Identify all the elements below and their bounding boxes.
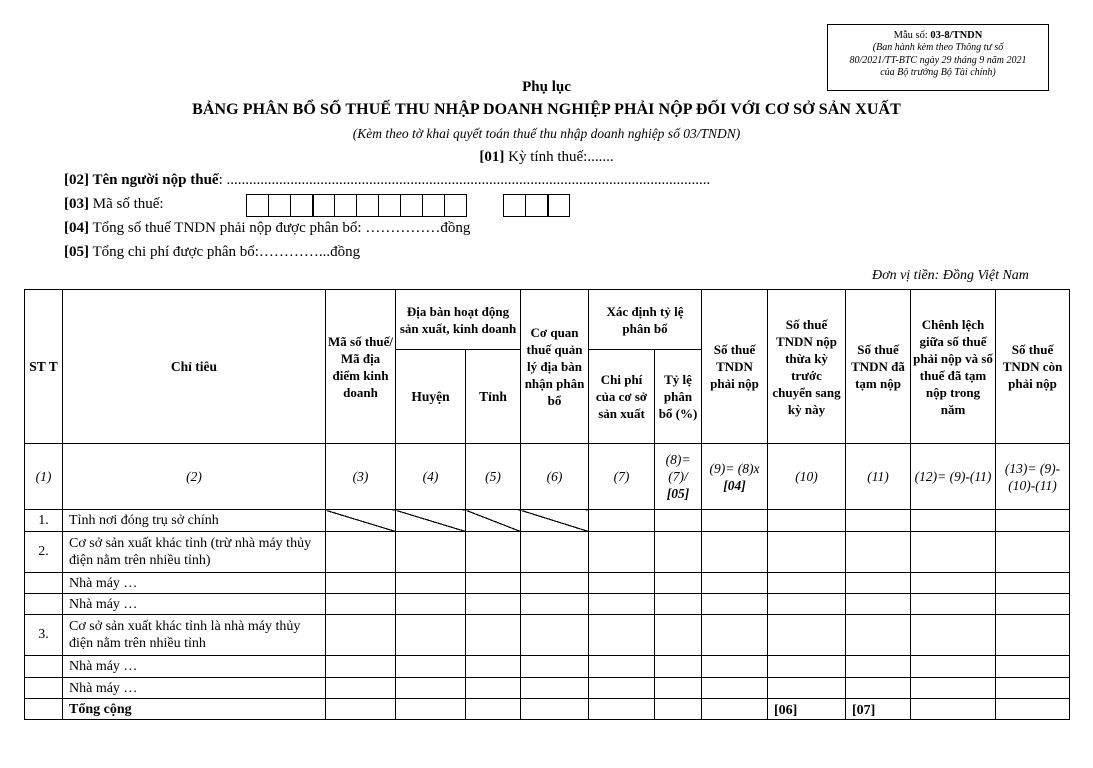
table-cell[interactable]	[655, 510, 702, 532]
table-cell[interactable]	[996, 532, 1070, 573]
tax-id-branch-boxes[interactable]	[504, 194, 570, 217]
tax-id-code: [03]	[64, 196, 89, 212]
table-cell[interactable]	[589, 615, 655, 656]
table-cell[interactable]	[326, 699, 396, 720]
crossed-out-cell	[326, 510, 396, 532]
tax-id-branch-digit-box[interactable]	[503, 194, 526, 217]
allocation-table	[24, 289, 1070, 720]
table-cell[interactable]	[911, 573, 996, 594]
table-cell[interactable]	[996, 573, 1070, 594]
table-cell[interactable]	[326, 573, 396, 594]
table-cell[interactable]	[768, 594, 846, 615]
formula-6: (6)	[521, 444, 589, 510]
formula-9	[702, 444, 768, 510]
table-cell[interactable]	[846, 532, 911, 573]
total-cost-label: Tổng chi phí được phân bổ:…………...đồng	[89, 244, 361, 260]
table-cell[interactable]	[768, 532, 846, 573]
page-subtitle: (Kèm theo tờ khai quyết toán thuế thu nhập doanh nghiệp số 03/TNDN)	[352, 126, 741, 141]
table-cell[interactable]	[521, 615, 589, 656]
header-ratio-group: Xác định tỷ lệ phân bổ	[589, 290, 702, 350]
formula-8	[655, 444, 702, 510]
table-cell[interactable]	[589, 532, 655, 573]
row-stt: 2.	[25, 532, 63, 573]
tax-id-digit-box[interactable]	[400, 194, 423, 217]
tax-id-label: Mã số thuế:	[89, 196, 164, 212]
formula-13: (13)= (9)-(10)-(11)	[996, 444, 1070, 510]
header-tax-authority: Cơ quan thuế quản lý địa bàn nhận phân bổ	[521, 290, 589, 444]
table-cell[interactable]	[466, 656, 521, 678]
table-cell[interactable]	[521, 594, 589, 615]
tax-id-field	[64, 196, 164, 213]
formula-row	[25, 444, 1070, 510]
total-cost-code: [05]	[64, 244, 89, 260]
row-label: Tỉnh nơi đóng trụ sở chính	[63, 510, 326, 532]
table-row	[25, 656, 1070, 678]
header-tax-payable: Số thuế TNDN phải nộp	[702, 290, 768, 444]
header-overpaid: Số thuế TNDN nộp thừa kỳ trước chuyển sang kỳ này	[768, 290, 846, 444]
taxpayer-label: Tên người nộp thuế	[89, 172, 219, 188]
tax-id-digit-box[interactable]	[356, 194, 379, 217]
header-area-group: Địa bàn hoạt động sản xuất, kinh doanh	[396, 290, 521, 350]
table-cell[interactable]	[655, 532, 702, 573]
table-cell[interactable]	[521, 699, 589, 720]
tax-id-digit-box[interactable]	[246, 194, 269, 217]
table-cell[interactable]	[768, 656, 846, 678]
total-overpaid-ref[interactable]: [06]	[768, 699, 846, 720]
total-tax-code: [04]	[64, 220, 89, 236]
header-ratio: Tỷ lệ phân bổ (%)	[655, 350, 702, 444]
taxpayer-code: [02]	[64, 172, 89, 188]
table-cell[interactable]	[589, 656, 655, 678]
table-cell[interactable]	[466, 678, 521, 699]
formula-9-expr: (9)= (8)x	[709, 460, 760, 476]
total-cost-field[interactable]	[64, 244, 360, 261]
table-cell[interactable]	[466, 532, 521, 573]
table-cell[interactable]	[396, 678, 466, 699]
table-cell[interactable]	[326, 656, 396, 678]
tax-period-code: [01]	[479, 149, 505, 165]
total-stt-cell	[25, 699, 63, 720]
total-tax-field[interactable]	[64, 220, 470, 237]
formula-11: (11)	[846, 444, 911, 510]
taxpayer-name-field[interactable]	[64, 172, 710, 189]
table-cell[interactable]	[396, 615, 466, 656]
table-cell[interactable]	[466, 594, 521, 615]
table-cell[interactable]	[702, 594, 768, 615]
table-cell[interactable]	[768, 615, 846, 656]
table-cell[interactable]	[655, 656, 702, 678]
table-cell[interactable]	[655, 678, 702, 699]
table-cell[interactable]	[996, 699, 1070, 720]
table-cell[interactable]	[702, 510, 768, 532]
header-stt: ST T	[25, 290, 63, 444]
row-stt	[25, 678, 63, 699]
total-tax-label: Tổng số thuế TNDN phải nộp được phân bổ: ……………đồng	[89, 220, 471, 236]
table-cell[interactable]	[521, 656, 589, 678]
formula-9-ref: [04]	[723, 477, 746, 493]
table-cell[interactable]	[996, 510, 1070, 532]
tax-id-digit-box[interactable]	[290, 194, 313, 217]
table-cell[interactable]	[589, 573, 655, 594]
table-cell[interactable]	[996, 678, 1070, 699]
table-cell[interactable]	[702, 678, 768, 699]
row-stt	[25, 656, 63, 678]
row-label: Nhà máy …	[63, 678, 326, 699]
tax-period-label: Kỳ tính thuế:.......	[504, 149, 614, 165]
tax-id-digit-box[interactable]	[422, 194, 445, 217]
tax-id-branch-digit-box[interactable]	[547, 194, 570, 217]
table-cell[interactable]	[396, 656, 466, 678]
row-label: Cơ sở sản xuất khác tỉnh (trừ nhà máy thủy điện nằm trên nhiều tỉnh)	[63, 532, 326, 573]
row-label: Nhà máy …	[63, 656, 326, 678]
table-cell[interactable]	[521, 532, 589, 573]
table-cell[interactable]	[911, 699, 996, 720]
formula-12: (12)= (9)-(11)	[911, 444, 996, 510]
tax-id-digit-box[interactable]	[268, 194, 291, 217]
table-cell[interactable]	[521, 573, 589, 594]
table-cell[interactable]	[846, 615, 911, 656]
formula-1: (1)	[25, 444, 63, 510]
row-label: Nhà máy …	[63, 573, 326, 594]
table-cell[interactable]	[466, 699, 521, 720]
table-cell[interactable]	[768, 573, 846, 594]
formula-4: (4)	[396, 444, 466, 510]
crossed-out-cell	[396, 510, 466, 532]
table-cell[interactable]	[846, 656, 911, 678]
table-cell[interactable]	[326, 678, 396, 699]
taxpayer-name-input[interactable]: : .................................................................................................................................	[218, 172, 711, 188]
table-cell[interactable]	[846, 594, 911, 615]
tax-id-digit-box[interactable]	[312, 194, 335, 217]
tax-id-digit-box[interactable]	[334, 194, 357, 217]
formula-2: (2)	[63, 444, 326, 510]
table-row	[25, 615, 1070, 656]
header-district: Huyện	[396, 350, 466, 444]
table-cell[interactable]	[589, 678, 655, 699]
table-cell[interactable]	[655, 615, 702, 656]
appendix-label: Phụ lục	[522, 79, 571, 95]
issued-line-1: (Ban hành kèm theo Thông tư số	[872, 42, 1004, 53]
total-label: Tổng cộng	[63, 699, 326, 720]
header-row-1	[25, 290, 1070, 350]
form-code: 03-8/TNDN	[930, 30, 983, 41]
header-provisional: Số thuế TNDN đã tạm nộp	[846, 290, 911, 444]
issued-line-2: 80/2021/TT-BTC ngày 29 tháng 9 năm 2021	[849, 54, 1027, 66]
total-row	[25, 699, 1070, 720]
table-cell[interactable]	[655, 573, 702, 594]
tax-period[interactable]	[0, 149, 1093, 166]
table-cell[interactable]	[466, 615, 521, 656]
table-row	[25, 678, 1070, 699]
formula-8-expr: (8)= (7)/	[665, 452, 691, 484]
crossed-out-cell	[466, 510, 521, 532]
formula-5: (5)	[466, 444, 521, 510]
table-cell[interactable]	[655, 594, 702, 615]
table-cell[interactable]	[911, 678, 996, 699]
table-cell[interactable]	[846, 573, 911, 594]
table-cell[interactable]	[326, 594, 396, 615]
row-stt: 3.	[25, 615, 63, 656]
row-stt: 1.	[25, 510, 63, 532]
table-cell[interactable]	[911, 594, 996, 615]
table-cell[interactable]	[996, 615, 1070, 656]
table-cell[interactable]	[396, 573, 466, 594]
table-row	[25, 532, 1070, 573]
tax-id-digit-box[interactable]	[444, 194, 467, 217]
tax-id-branch-digit-box[interactable]	[525, 194, 548, 217]
table-cell[interactable]	[846, 678, 911, 699]
table-cell[interactable]	[911, 615, 996, 656]
table-cell[interactable]	[702, 699, 768, 720]
total-provisional-ref[interactable]: [07]	[846, 699, 911, 720]
table-cell[interactable]	[466, 573, 521, 594]
form-code-label: Mẫu số:	[893, 30, 931, 41]
table-cell[interactable]	[702, 573, 768, 594]
tax-id-main-boxes[interactable]	[247, 194, 467, 217]
table-cell[interactable]	[655, 699, 702, 720]
table-cell[interactable]	[326, 532, 396, 573]
header-tax-code: Mã số thuế/ Mã địa điểm kinh doanh	[326, 290, 396, 444]
header-cost: Chi phí của cơ sở sản xuất	[589, 350, 655, 444]
table-cell[interactable]	[589, 699, 655, 720]
table-cell[interactable]	[326, 615, 396, 656]
header-indicator: Chỉ tiêu	[63, 290, 326, 444]
formula-8-ref: [05]	[666, 486, 690, 501]
table-cell[interactable]	[911, 656, 996, 678]
formula-3: (3)	[326, 444, 396, 510]
table-cell[interactable]	[702, 615, 768, 656]
table-row	[25, 510, 1070, 532]
header-difference: Chênh lệch giữa số thuế phải nộp và số thuế đã tạm nộp trong năm	[911, 290, 996, 444]
row-stt	[25, 594, 63, 615]
table-cell[interactable]	[589, 510, 655, 532]
table-cell[interactable]	[911, 532, 996, 573]
formula-7: (7)	[589, 444, 655, 510]
page-title: BẢNG PHÂN BỔ SỐ THUẾ THU NHẬP DOANH NGHIỆP PHẢI NỘP ĐỐI VỚI CƠ SỞ SẢN XUẤT	[192, 101, 901, 118]
table-cell[interactable]	[702, 532, 768, 573]
table-cell[interactable]	[396, 594, 466, 615]
row-label: Cơ sở sản xuất khác tỉnh là nhà máy thủy điện nằm trên nhiều tỉnh	[63, 615, 326, 656]
table-cell[interactable]	[521, 678, 589, 699]
currency-unit: Đơn vị tiền: Đồng Việt Nam	[872, 268, 1029, 283]
table-cell[interactable]	[396, 532, 466, 573]
row-stt	[25, 573, 63, 594]
header-province: Tỉnh	[466, 350, 521, 444]
table-cell[interactable]	[996, 594, 1070, 615]
formula-10: (10)	[768, 444, 846, 510]
row-label: Nhà máy …	[63, 594, 326, 615]
table-cell[interactable]	[911, 510, 996, 532]
header-remaining: Số thuế TNDN còn phải nộp	[996, 290, 1070, 444]
table-cell[interactable]	[768, 678, 846, 699]
table-row	[25, 573, 1070, 594]
tax-id-digit-box[interactable]	[378, 194, 401, 217]
crossed-out-cell	[521, 510, 589, 532]
table-cell[interactable]	[768, 510, 846, 532]
table-cell[interactable]	[996, 656, 1070, 678]
table-cell[interactable]	[702, 656, 768, 678]
table-cell[interactable]	[589, 594, 655, 615]
table-cell[interactable]	[396, 699, 466, 720]
table-row	[25, 594, 1070, 615]
issued-line-3: của Bộ trưởng Bộ Tài chính)	[880, 67, 996, 78]
table-cell[interactable]	[846, 510, 911, 532]
form-code-line	[828, 29, 1048, 42]
